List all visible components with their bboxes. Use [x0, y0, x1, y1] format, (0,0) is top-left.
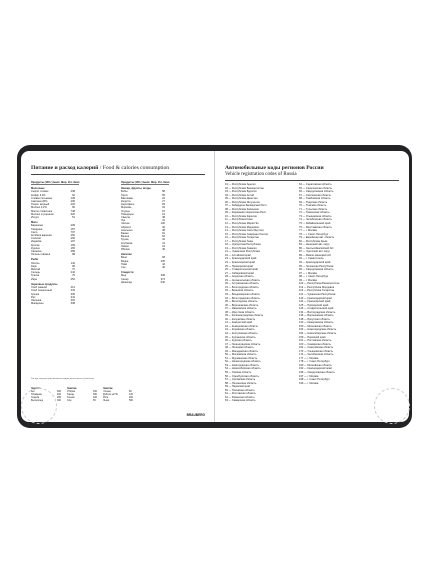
calorie-value: 308: [160, 274, 165, 278]
region-code-entry: 15 — Республика Северная Осетия: [225, 232, 268, 236]
calorie-value: 106: [160, 222, 165, 226]
calorie-value: 165: [70, 246, 75, 250]
brand-logo: BRAUBERG: [186, 413, 205, 417]
region-code-entry: 82 — Республика Крым: [299, 239, 328, 243]
calorie-value: 19: [162, 212, 165, 216]
calorie-value: 797: [70, 230, 75, 234]
food-name: Молоко сгущенное: [31, 212, 54, 216]
activity-kcal: 80: [129, 390, 132, 394]
region-code-entry: 113 — Республика Мордовия: [299, 285, 335, 289]
activity-header: Занятие: [67, 387, 77, 390]
food-name: Клубника: [121, 241, 133, 245]
activity-name: Уборка: [67, 390, 75, 394]
region-code-entry: 154 — Новосибирская область: [299, 331, 337, 335]
calorie-value: 374: [160, 277, 165, 281]
region-code-entry: 161 — Ростовская область: [299, 339, 332, 343]
calorie-value: 320: [70, 212, 75, 216]
calorie-value: 55: [162, 193, 165, 197]
table-row: [103, 399, 133, 402]
region-code-entry: 16 — Республика Татарстан: [225, 236, 259, 240]
calorie-value: 206: [70, 200, 75, 204]
calorie-value: 51: [72, 216, 75, 220]
region-code-entry: 67 — Смоленская область: [299, 193, 332, 197]
calorie-value: 214: [70, 286, 75, 290]
region-code-entry: 37 — Ивановская область: [225, 307, 257, 311]
region-code-entry: 09 — Карачаево-Черкесская Респ.: [225, 211, 267, 215]
region-code-entry: 150 — Московская область: [299, 324, 332, 328]
food-name: Груша: [121, 238, 129, 242]
table-row: [121, 266, 169, 269]
calorie-value: 60: [72, 206, 75, 210]
region-code-entry: 55 — Омская область: [225, 370, 252, 374]
region-code-entry: 198 — г. Санкт-Петербург: [299, 378, 330, 382]
table-row: [31, 302, 79, 305]
page-curl-mark: [374, 388, 410, 424]
food-name: Сметана 20%: [31, 200, 48, 204]
calorie-value: 139: [70, 196, 75, 200]
region-code-entry: 142 — Кемеровская область: [299, 321, 334, 325]
region-code-entry: 116 — Республика Татарстан: [299, 289, 335, 293]
calorie-value: 38: [162, 228, 165, 232]
region-code-entry: 59 — Пермский край: [225, 385, 250, 389]
food-name: Баранина: [31, 224, 43, 228]
food-name: Водка: [121, 259, 129, 263]
title-rule: [31, 174, 205, 175]
food-name: Пиво: [121, 262, 128, 266]
calorie-value: 40: [162, 266, 165, 270]
food-table-column-2: [121, 181, 169, 284]
region-code-entry: 06 — Республика Ингушетия: [225, 200, 260, 204]
calorie-value: 15: [162, 209, 165, 213]
food-page-title: Питание и расход калорий / Food & calories consumption: [31, 165, 170, 171]
calorie-value: 489: [70, 250, 75, 254]
region-code-entry: 28 — Амурская область: [225, 275, 254, 279]
calorie-value: 24: [162, 196, 165, 200]
region-code-entry: 63 — Самарская область: [225, 399, 256, 403]
activity-kcal: 420: [93, 396, 97, 400]
calorie-value: 72: [72, 268, 75, 272]
food-name: Творог жирный: [31, 203, 50, 207]
calorie-value: 33: [162, 206, 165, 210]
region-code-entry: 45 — Курганская область: [225, 335, 256, 339]
region-code-entry: 53 — Новгородская область: [225, 363, 259, 367]
region-code-entry: 19 — Республика Хакасия: [225, 246, 257, 250]
food-name: Йогурт: [31, 216, 40, 220]
region-code-entry: 27 — Хабаровский край: [225, 271, 254, 275]
region-code-entry: 21 — Чувашская Республика: [225, 250, 260, 254]
food-name: Капуста: [121, 200, 131, 204]
activity-kcal: 160: [93, 390, 97, 394]
region-code-entry: 163 — Самарская область: [299, 342, 332, 346]
left-page: [21, 151, 215, 422]
activity-name: Работа за ПК: [103, 393, 118, 397]
region-code-entry: 73 — Ульяновская область: [299, 214, 332, 218]
table-row: [31, 253, 79, 256]
region-code-entry: 30 — Астраханская область: [225, 282, 259, 286]
calorie-value: 42: [162, 262, 165, 266]
calorie-value: 187: [70, 227, 75, 231]
food-name: Сливки питьевые: [31, 196, 53, 200]
calorie-value: 197: [70, 240, 75, 244]
food-name: Кефир 3,2%: [31, 193, 46, 197]
food-name: Хлеб ржаной: [31, 286, 47, 290]
activity-kcal: 600: [57, 390, 61, 394]
region-code-entry: 11 — Республика Коми: [225, 218, 253, 222]
food-name: Курица: [31, 246, 40, 250]
food-name: Шоколад: [121, 280, 132, 284]
calorie-value: 303: [70, 298, 75, 302]
activity-name: Сон: [67, 399, 72, 403]
region-code-entry: 48 — Липецкая область: [225, 346, 254, 350]
region-code-entry: 36 — Воронежская область: [225, 303, 259, 307]
food-name: Сосиски: [31, 237, 41, 241]
region-code-entry: 76 — Ярославская область: [299, 225, 332, 229]
region-code-entry: 52 — Нижегородская область: [225, 360, 261, 364]
region-code-entry: 123 — Краснодарский край: [299, 296, 332, 300]
activity-block: [67, 387, 97, 402]
food-name: Хлеб пшеничный: [31, 289, 52, 293]
food-name: Абрикос: [121, 225, 132, 229]
region-code-entry: 39 — Калининградская область: [225, 314, 264, 318]
activity-kcal: 280: [57, 396, 61, 400]
region-code-entry: 64 — Саратовская область: [299, 183, 332, 186]
section-heading: Рыба: [31, 258, 38, 262]
region-code-entry: 38 — Иркутская область: [225, 310, 255, 314]
table-header: Продукты (100 г) Белк. Жир. Угл. Ккал: [121, 181, 170, 184]
region-code-entry: 86 — Ханты-Мансийский АО: [299, 246, 334, 250]
calorie-value: 83: [162, 203, 165, 207]
calorie-value: 540: [160, 280, 165, 284]
region-code-entry: 93 — Краснодарский край: [299, 261, 331, 265]
region-code-entry: 29 — Архангельская область: [225, 278, 260, 282]
region-codes-column-1: [225, 183, 283, 403]
section-heading: Овощи, фрукты, ягоды: [121, 187, 151, 191]
region-code-entry: 173 — Ульяновская область: [299, 349, 333, 353]
region-code-entry: 50 — Московская область: [225, 353, 257, 357]
food-name: Лосось: [31, 261, 40, 265]
region-code-entry: 44 — Костромская область: [225, 331, 258, 335]
food-name: Вино: [121, 256, 128, 260]
activity-name: Ходьба: [31, 396, 40, 400]
region-code-entry: 152 — Нижегородская область: [299, 328, 337, 332]
region-code-entry: 199 — г. Москва: [299, 381, 319, 385]
region-code-entry: 68 — Тамбовская область: [299, 197, 331, 201]
region-code-entry: 98 — г. Санкт-Петербург: [299, 275, 329, 279]
region-code-entry: 62 — Рязанская область: [225, 395, 255, 399]
region-code-entry: 32 — Брянская область: [225, 289, 254, 293]
table-row: [67, 399, 97, 402]
calorie-value: 238: [70, 190, 75, 194]
region-code-entry: 34 — Волгоградская область: [225, 296, 260, 300]
region-code-entry: 23 — Краснодарский край: [225, 257, 257, 261]
section-heading: Зерновые продукты: [31, 282, 58, 286]
food-name: Треска: [31, 274, 40, 278]
region-code-entry: 69 — Тверская область: [299, 200, 328, 204]
food-name: Сок: [121, 266, 126, 270]
region-code-entry: 97 — г. Москва: [299, 271, 317, 275]
region-code-entry: 196 — Свердловская область: [299, 370, 335, 374]
activity-note: Расход энергии при различных видах деятельности (ккал/час): [31, 378, 95, 380]
food-name: Свинина: [31, 250, 42, 254]
activity-kcal: 360: [93, 393, 97, 397]
region-code-entry: 126 — Ставропольский край: [299, 307, 334, 311]
food-name: Помидоры: [121, 212, 134, 216]
calorie-value: 41: [162, 241, 165, 245]
region-code-entry: 136 — Воронежская область: [299, 314, 334, 318]
calorie-value: 260: [70, 234, 75, 238]
calorie-value: 235: [160, 259, 165, 263]
food-name: Свекла: [121, 216, 130, 220]
region-code-entry: 164 — Саратовская область: [299, 346, 334, 350]
calorie-value: 58: [162, 190, 165, 194]
activity-name: Теннис: [67, 396, 75, 400]
food-name: Банан: [121, 232, 129, 236]
food-name: Баклажан: [121, 196, 133, 200]
calorie-value: 91: [162, 232, 165, 236]
calorie-value: 344: [70, 295, 75, 299]
region-code-entry: 41 — Камчатский край: [225, 321, 253, 325]
title-rule: [225, 180, 399, 181]
food-name: Сало: [31, 230, 38, 234]
food-name: Колбаса вареная: [31, 234, 52, 238]
region-code-entry: 61 — Ростовская область: [225, 392, 256, 396]
region-code-entry: 66 — Свердловская область: [299, 190, 334, 194]
region-code-entry: 79 — Еврейская авт. область: [299, 236, 335, 240]
region-code-entry: 24 — Красноярский край: [225, 261, 255, 265]
table-header: Продукты (100 г) Белк. Жир. Угл. Ккал: [31, 181, 80, 184]
region-code-entry: 125 — Приморский край: [299, 303, 329, 307]
food-name: Лук: [121, 219, 126, 223]
activity-kcal: 200: [129, 396, 133, 400]
region-code-entry: 26 — Ставропольский край: [225, 268, 258, 272]
calorie-value: 68: [162, 256, 165, 260]
food-name: Апельсин: [121, 228, 133, 232]
table-row: [31, 216, 79, 219]
region-code-entry: 95 — Чеченская Республика: [299, 264, 334, 268]
region-code-entry: 190 — Московская область: [299, 363, 332, 367]
region-code-entry: 47 — Ленинградская область: [225, 342, 261, 346]
food-name: Макароны: [31, 302, 44, 306]
page-curl-mark: [21, 388, 57, 424]
table-row: [31, 278, 79, 281]
region-code-entry: 56 — Оренбургская область: [225, 374, 259, 378]
region-code-entry: 83 — Ненецкий авт. округ: [299, 243, 330, 247]
region-code-entry: 60 — Псковская область: [225, 388, 255, 392]
food-name: Чеснок: [121, 222, 130, 226]
region-code-entry: 65 — Сахалинская область: [299, 186, 333, 190]
region-code-entry: 138 — Иркутская область: [299, 317, 330, 321]
right-page: [215, 151, 409, 422]
table-row: [121, 248, 169, 251]
region-code-entry: 17 — Республика Тыва: [225, 239, 253, 243]
region-code-entry: 33 — Владимирская область: [225, 292, 260, 296]
food-name: Вишня: [121, 235, 130, 239]
food-name: Лимон: [121, 244, 129, 248]
calorie-value: 96: [72, 264, 75, 268]
region-code-entry: 87 — Чукотский авт. округ: [299, 250, 331, 254]
activity-block: [103, 387, 133, 402]
food-name: Масло сливочное: [31, 209, 53, 213]
activity-kcal: 120: [129, 393, 133, 397]
region-code-entry: 43 — Кировская область: [225, 328, 255, 332]
table-row: [121, 281, 169, 284]
calorie-value: 266: [70, 237, 75, 241]
food-name: Гречка: [31, 292, 40, 296]
calorie-value: 52: [162, 235, 165, 239]
activity-kcal: 500: [129, 399, 133, 403]
region-code-entry: 07 — Кабардино-Балкарская Респ.: [225, 204, 268, 208]
region-code-entry: 08 — Республика Калмыкия: [225, 207, 259, 211]
activity-header: Занятие: [103, 387, 113, 390]
region-code-entry: 46 — Курская область: [225, 339, 252, 343]
calorie-value: 142: [70, 261, 75, 265]
region-code-entry: 193 — Краснодарский край: [299, 367, 332, 371]
section-heading: Молочные: [31, 187, 45, 191]
region-code-entry: 40 — Калужская область: [225, 317, 256, 321]
region-code-entry: 13 — Республика Мордовия: [225, 225, 259, 229]
food-name: Яблоко: [121, 248, 130, 252]
region-code-entry: 18 — Удмуртская Республика: [225, 243, 261, 247]
region-code-entry: 51 — Мурманская область: [225, 356, 258, 360]
calorie-value: 41: [162, 219, 165, 223]
food-name: Карп: [31, 264, 37, 268]
calorie-value: 46: [162, 248, 165, 252]
food-name: Мед: [121, 274, 127, 278]
region-code-entry: 31 — Белгородская область: [225, 285, 259, 289]
calorie-value: 62: [72, 193, 75, 197]
region-code-entry: 102 — Республика Башкортостан: [299, 282, 340, 286]
region-code-entry: 78 — г. Санкт-Петербург: [299, 232, 329, 236]
calorie-value: 226: [70, 203, 75, 207]
region-code-entry: 04 — Республика Алтай: [225, 193, 254, 197]
food-table-column-1: [31, 181, 79, 305]
calorie-value: 27: [162, 200, 165, 204]
calorie-value: 209: [70, 224, 75, 228]
region-code-entry: 71 — Тульская область: [299, 207, 328, 211]
region-code-entry: 05 — Республика Дагестан: [225, 197, 258, 201]
food-name: Огурцы: [121, 209, 131, 213]
region-code-entry: 10 — Республика Карелия: [225, 214, 257, 218]
region-codes-column-2: [299, 183, 357, 385]
codes-page-title: Автомобильные коды регионов России Vehicle registration codes of Russia: [225, 165, 324, 177]
region-code-entry: 124 — Красноярский край: [299, 300, 331, 304]
region-code-entry: 42 — Кемеровская область: [225, 324, 258, 328]
calorie-value: 338: [70, 302, 75, 306]
food-name: Овсянка: [31, 298, 42, 302]
region-code-entry: 35 — Вологодская область: [225, 300, 258, 304]
section-heading: Сладости: [121, 271, 134, 275]
section-heading: Напитки: [121, 253, 132, 257]
activity-name: Плавание: [31, 393, 43, 397]
region-code-entry: 01 — Республика Адыгея: [225, 183, 256, 186]
region-code-entry: 12 — Республика Марий Эл: [225, 222, 259, 226]
region-code-entry: 177 — г. Москва: [299, 356, 319, 360]
region-code-entry: 159 — Пермский край: [299, 335, 326, 339]
region-code-entry: 134 — Волгоградская область: [299, 310, 336, 314]
region-code-entry: 22 — Алтайский край: [225, 253, 251, 257]
food-name: Картофель: [121, 203, 135, 207]
food-name: Икра: [31, 277, 37, 281]
calorie-value: 31: [162, 244, 165, 248]
food-name: Печень говяжья: [31, 253, 51, 257]
region-code-entry: 96 — Свердловская область: [299, 268, 334, 272]
region-code-entry: 75 — Забайкальский край: [299, 222, 331, 226]
food-name: Сахар: [121, 277, 129, 281]
activity-kcal: 300: [57, 399, 61, 403]
region-code-entry: 121 — Чувашская Республика: [299, 292, 336, 296]
food-name: Молоко 3,2%: [31, 206, 47, 210]
activity-kcal: 400: [57, 393, 61, 397]
region-code-entry: 14 — Республика Саха (Якутия): [225, 229, 264, 233]
region-code-entry: 70 — Томская область: [299, 204, 327, 208]
calorie-value: 42: [162, 238, 165, 242]
activity-kcal: 65: [93, 399, 96, 403]
region-code-entry: 174 — Челябинская область: [299, 353, 334, 357]
region-code-entry: 89 — Ямало-Ненецкий АО: [299, 253, 331, 257]
activity-name: Чтение: [103, 390, 111, 394]
calorie-value: 335: [70, 292, 75, 296]
food-name: Морковь: [121, 206, 132, 210]
region-code-entry: 197 — г. Москва: [299, 374, 319, 378]
region-code-entry: 25 — Приморский край: [225, 264, 253, 268]
activity-name: Велосипед: [31, 399, 44, 403]
region-code-entry: 49 — Магаданская область: [225, 349, 258, 353]
calorie-value: 252: [70, 277, 75, 281]
food-name: Сельдь: [31, 271, 40, 275]
food-name: Бобы: [121, 190, 128, 194]
region-code-entry: 77 — г. Москва: [299, 229, 317, 233]
activity-name: Лыжи: [103, 399, 110, 403]
region-code-entry: 92 — г. Севастополь: [299, 257, 324, 261]
region-code-entry: 54 — Новосибирская область: [225, 367, 261, 371]
region-code-entry: 72 — Тюменская область: [299, 211, 330, 215]
calorie-value: 199: [70, 243, 75, 247]
activity-name: Бег: [31, 390, 35, 394]
region-code-entry: 178 — г. Санкт-Петербург: [299, 360, 330, 364]
calorie-value: 242: [70, 271, 75, 275]
region-code-entry: 58 — Пензенская область: [225, 381, 257, 385]
food-name: Горох: [121, 193, 128, 197]
activity-name: Йога: [103, 396, 109, 400]
calorie-value: 233: [70, 289, 75, 293]
food-name: Индейка: [31, 240, 42, 244]
food-name: Кролик: [31, 243, 40, 247]
region-code-entry: 03 — Республика Бурятия: [225, 190, 257, 194]
region-code-entry: 99 — г. Москва: [299, 278, 317, 282]
calorie-value: 46: [162, 225, 165, 229]
activity-header: Занятие: [31, 387, 41, 390]
food-name: Минтай: [31, 268, 41, 272]
calorie-value: 98: [72, 253, 75, 257]
food-name: Сыр/от сливок: [31, 190, 49, 194]
activity-name: Танцы: [67, 393, 75, 397]
section-heading: Мясо: [31, 221, 38, 225]
region-code-entry: 74 — Челябинская область: [299, 218, 332, 222]
calorie-value: 748: [70, 209, 75, 213]
calorie-value: 48: [162, 216, 165, 220]
food-name: Говядина: [31, 227, 43, 231]
region-code-entry: 02 — Республика Башкортостан: [225, 186, 264, 190]
calorie-value: 75: [72, 274, 75, 278]
food-name: Рис: [31, 295, 36, 299]
region-code-entry: 57 — Орловская область: [225, 378, 256, 382]
